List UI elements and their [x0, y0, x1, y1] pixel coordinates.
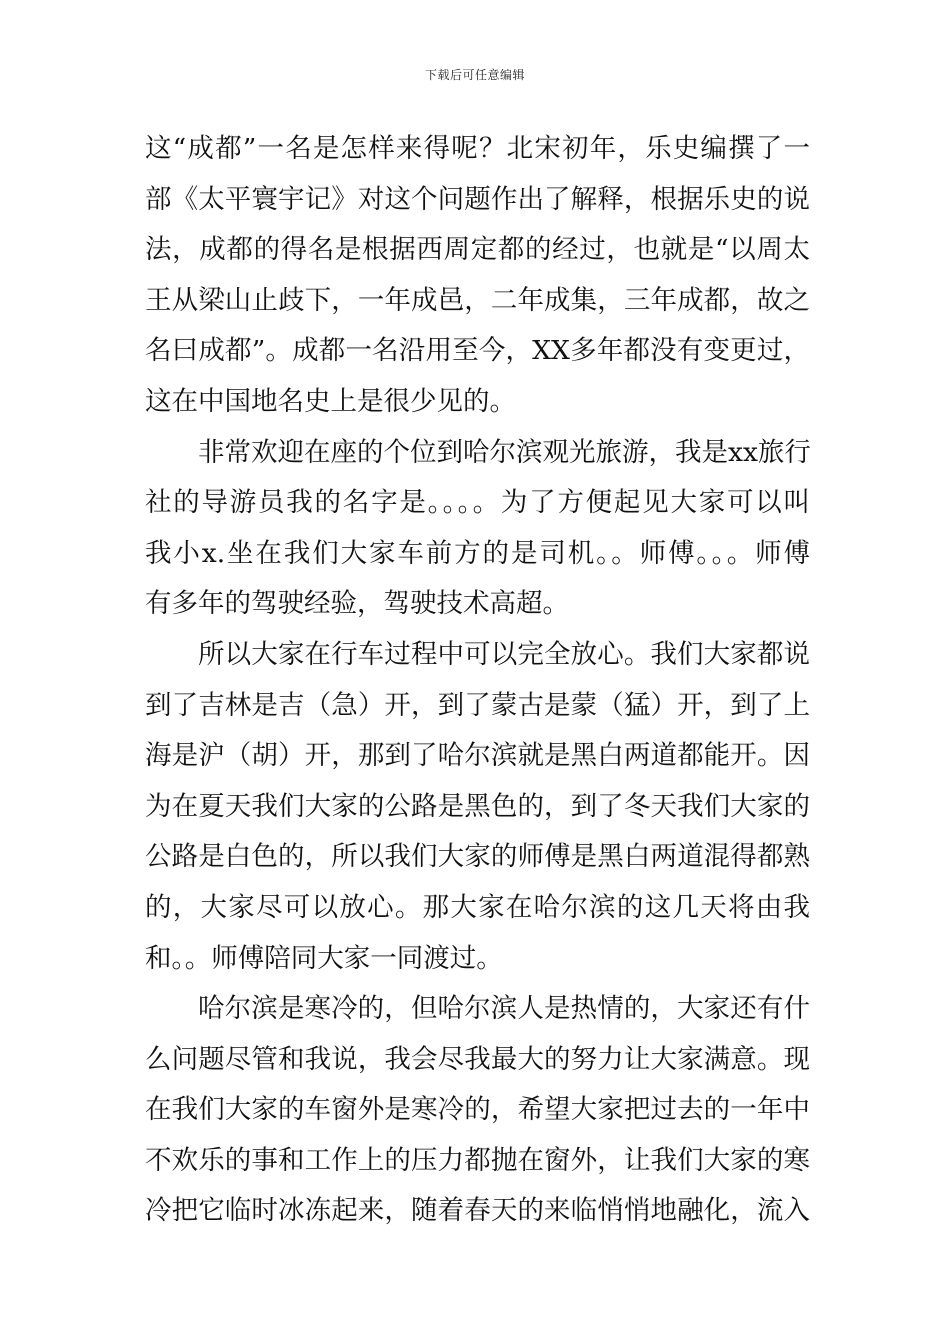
- text-line: 冷把它临时冰冻起来，随着春天的来临悄悄地融化，流入: [145, 1195, 810, 1227]
- text-line: 哈尔滨是寒冷的，但哈尔滨人是热情的，大家还有什: [198, 993, 810, 1025]
- text-line: 不欢乐的事和工作上的压力都抛在窗外，让我们大家的寒: [145, 1144, 810, 1176]
- text-line: 我小x.坐在我们大家车前方的是司机。。师傅。。。师傅: [145, 537, 810, 569]
- text-line: 有多年的驾驶经验，驾驶技术高超。: [145, 588, 569, 620]
- text-line: 非常欢迎在座的个位到哈尔滨观光旅游，我是xx旅行: [198, 436, 811, 468]
- text-line: 部《太平寰宇记》对这个问题作出了解释，根据乐史的说: [145, 183, 810, 215]
- text-line: 王从梁山止歧下，一年成邑，二年成集，三年成都，故之: [145, 284, 810, 316]
- text-line: 海是沪（胡）开，那到了哈尔滨就是黑白两道都能开。因: [145, 740, 810, 772]
- text-line: 么问题尽管和我说，我会尽我最大的努力让大家满意。现: [145, 1043, 810, 1075]
- text-line: 法，成都的得名是根据西周定都的经过，也就是“以周太: [145, 234, 810, 266]
- text-line: 为在夏天我们大家的公路是黑色的，到了冬天我们大家的: [145, 790, 810, 822]
- text-line: 所以大家在行车过程中可以完全放心。我们大家都说: [198, 638, 810, 670]
- text-line: 在我们大家的车窗外是寒冷的，希望大家把过去的一年中: [145, 1094, 810, 1126]
- text-line: 和。。师傅陪同大家一同渡过。: [145, 942, 503, 974]
- page-header: 下载后可任意编辑: [424, 68, 525, 82]
- text-line: 的，大家尽可以放心。那大家在哈尔滨的这几天将由我: [145, 891, 810, 923]
- document-body: [145, 124, 810, 1237]
- text-line: 到了吉林是吉（急）开，到了蒙古是蒙（猛）开，到了上: [145, 689, 810, 721]
- text-line: 社的导游员我的名字是。。。。为了方便起见大家可以叫: [145, 487, 810, 519]
- text-line: 这在中国地名史上是很少见的。: [145, 385, 516, 417]
- text-line: 公路是白色的，所以我们大家的师傅是黑白两道混得都熟: [145, 841, 810, 873]
- text-line: 这“成都”一名是怎样来得呢？北宋初年，乐史编撰了一: [145, 133, 810, 164]
- text-line: 名曰成都”。成都一名沿用至今，XX多年都没有变更过，: [145, 335, 810, 367]
